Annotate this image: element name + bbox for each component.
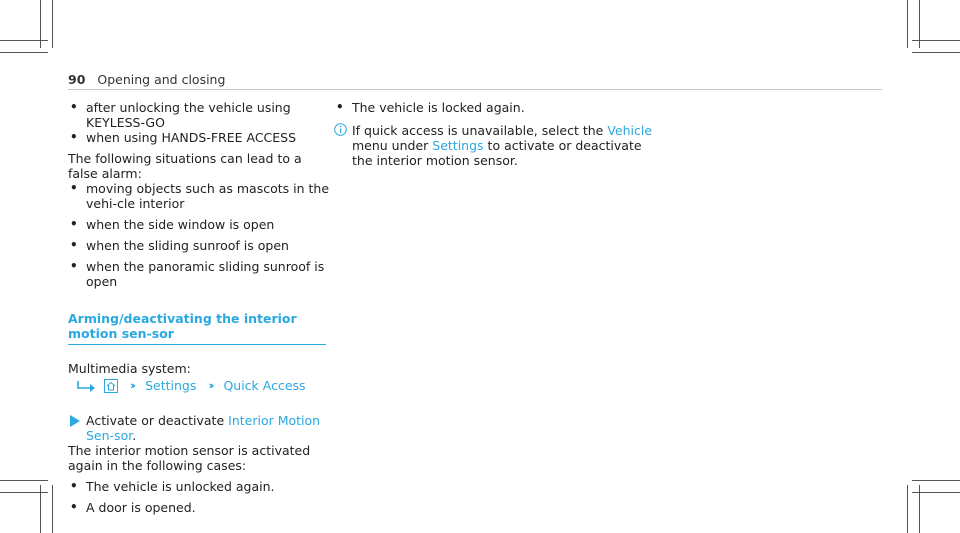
cases-list — [68, 479, 330, 515]
page-title: Opening and closing — [97, 72, 226, 87]
list-item: • after unlocking the vehicle using KEYLESS-GO — [68, 100, 330, 130]
crop-mark — [912, 40, 960, 41]
list-item: • moving objects such as mascots in the vehi-cle interior — [68, 181, 330, 211]
step-suffix: . — [132, 428, 137, 443]
return-arrow-icon — [76, 379, 98, 393]
list-item: • when using HANDS-FREE ACCESS — [68, 130, 330, 145]
menu-path — [68, 378, 330, 393]
crop-mark — [907, 0, 908, 48]
reactivate-text: The interior motion sensor is activated again in the following cases: — [68, 443, 311, 473]
section-heading: Arming/deactivating the interior motion sen-sor — [68, 311, 326, 345]
page-number: 90 — [68, 72, 86, 87]
vehicle-link[interactable]: Vehicle — [607, 123, 653, 138]
cases-list-continued — [334, 100, 654, 115]
crop-mark — [0, 40, 48, 41]
play-icon — [70, 415, 80, 427]
double-chevron-icon: ›› — [208, 379, 212, 392]
crop-mark — [912, 52, 960, 53]
info-text-1: If quick access is unavailable, select the — [352, 123, 604, 138]
crop-mark — [0, 492, 48, 493]
list-item: • A door is opened. — [68, 500, 330, 515]
crop-mark — [912, 480, 960, 481]
crop-mark — [0, 480, 48, 481]
header-rule — [68, 89, 882, 90]
false-alarm-intro: The following situations can lead to a false alarm: — [68, 151, 302, 181]
double-chevron-icon: ›› — [130, 379, 134, 392]
step-prefix: Activate or deactivate — [86, 413, 225, 428]
crop-mark — [907, 485, 908, 533]
interior-motion-sensor-link[interactable]: Interior Motion Sen-sor — [86, 413, 321, 443]
multimedia-label: Multimedia system: — [68, 361, 191, 376]
info-text-3: to activate or deactivate the interior motion sensor. — [352, 138, 642, 168]
right-column — [334, 100, 654, 168]
crop-mark — [912, 492, 960, 493]
list-item: • The vehicle is locked again. — [334, 100, 654, 115]
info-icon — [334, 123, 347, 136]
list-item: • when the side window is open — [68, 217, 330, 232]
info-note — [334, 123, 654, 168]
false-alarm-list — [68, 181, 330, 289]
quick-access-link[interactable]: Quick Access — [223, 378, 306, 393]
info-text-2: menu under — [352, 138, 429, 153]
page-header — [68, 72, 225, 87]
settings-link[interactable]: Settings — [432, 138, 484, 153]
list-item: • when the panoramic sliding sunroof is open — [68, 259, 330, 289]
left-column — [68, 100, 330, 515]
list-item: • The vehicle is unlocked again. — [68, 479, 330, 494]
instruction-step — [68, 413, 330, 443]
crop-mark — [0, 52, 48, 53]
crop-mark — [52, 485, 53, 533]
trigger-list — [68, 100, 330, 145]
list-item: • when the sliding sunroof is open — [68, 238, 330, 253]
home-icon[interactable] — [104, 379, 118, 393]
crop-mark — [52, 0, 53, 48]
settings-link[interactable]: Settings — [145, 378, 197, 393]
